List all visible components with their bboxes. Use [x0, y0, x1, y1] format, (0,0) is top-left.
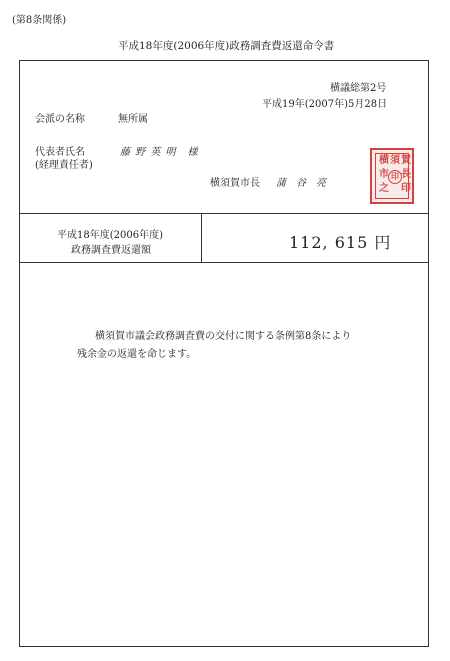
document-number: 横議総第2号 — [330, 83, 387, 94]
representative-label: 代表者氏名 — [35, 147, 85, 158]
representative-name: 藤 野 英 明 様 — [120, 147, 199, 158]
amount-value: 112, 615 円 — [289, 233, 392, 252]
body-line-2: 残余金の返還を命じます。 — [77, 349, 197, 360]
amount-divider — [201, 214, 202, 262]
representative-sub-label: (経理責任者) — [35, 160, 93, 171]
amount-label-line1: 平成18年度(2006年度) — [57, 230, 163, 241]
amount-row — [19, 213, 429, 263]
group-value: 無所属 — [118, 114, 148, 125]
official-seal: 横 須 賀 市 長 之 印 印 — [370, 148, 414, 204]
amount-label-line2: 政務調査費返還額 — [71, 245, 151, 256]
body-line-1: 横須賀市議会政務調査費の交付に関する条例第8条により — [95, 331, 352, 342]
issuer-title: 横須賀市長 — [210, 178, 260, 189]
article-reference: (第8条関係) — [12, 15, 67, 26]
seal-inner-mark: 印 — [388, 170, 402, 184]
issue-date: 平成19年(2007年)5月28日 — [262, 99, 388, 110]
issuer-name: 蒲 谷 亮 — [276, 178, 326, 189]
group-label: 会派の名称 — [35, 114, 85, 125]
form-title: 平成18年度(2006年度)政務調査費返還命令書 — [118, 40, 335, 52]
